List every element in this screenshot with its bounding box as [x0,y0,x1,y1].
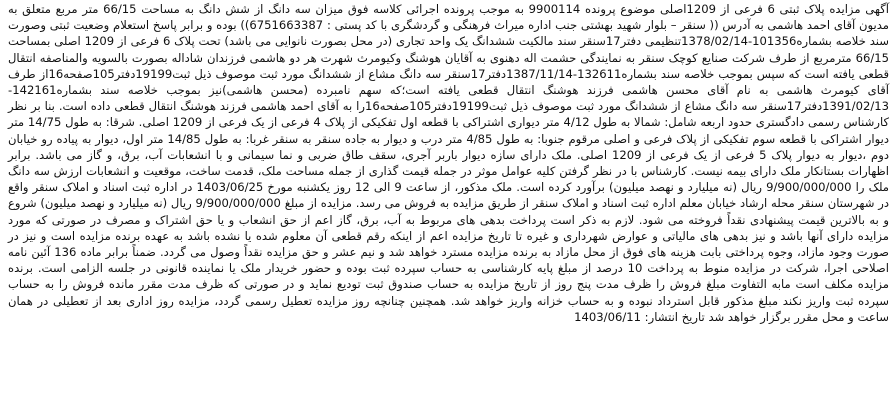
notice-body-text: آگهی مزایده پلاک ثبتی 6 فرعی از 1209اصلی موضوع پرونده 9900114 به موجب پرونده اجرائی کلاسه فوق میزان سه دانگ از شش دانگ به مساحت 66/15 متر مربع متعلق به مدیون آقای احمد هاشمی به آدرس (( سنقر – بلوار شهید بهشتی جنب اداره میراث فرهنگی و گردشگری با کد پستی : 6751663387)) بوده و برابر پاسخ استعلام وضعیت ثبتی وصورت سند خلاصه بشماره101356-1378/02/14تنظیمی دفتر17سنقر سند مالکیت ششدانگ یک واحد تجاری (در محل بصورت نانوایی می باشد) تحت پلاک 6 فرعی از 1209 اصلی بمساحت 66/15 مترمربع از طرف شرکت صنایع کوچک سنقر به نمایندگی حشمت اله دهنوی به آقایان هوشنگ وکیومرث شهرت هر دو هاشمی فرزندان شاداله بصورت بالسویه والمناصفه انتقال قطعی یافته است که سپس بموجب خلاصه سند بشماره132611-1387/11/14دفتر17سنقر سه دانگ مشاع از ششدانگ مورد ثبت موصوف ذیل ثبت19199دفتر105صفحه16از طرف آقای کیومرث هاشمی به نام آقای محسن هاشمی فرزند هوشنگ انتقال قطعی یافته است؛که سهم نامبرده (محسن هاشمی)نیز بموجب خلاصه سند بشماره142161-1391/02/13دفتر17سنقر سه دانگ مشاع از ششدانگ مورد ثبت موصوف ذیل ثبت19199دفتر105صفحه16را به آقای احمد هاشمی فرزند هوشنگ انتقال قطعی داده است. بنا بر نظر کارشناس رسمی دادگستری حدود اربعه شامل: شمالا به طول 4/12 متر دیواری اشتراکی با قطعه اول تفکیکی از پلاک 4 فرعی از یک فرعی از 1209 اصلی. شرقا: به طول 14/75 متر دیوار اشتراکی با قطعه سوم تفکیکی از پلاک فرعی و اصلی مرقوم جنوبا: به طول 4/85 متر درب و دیوار به جاده سنقر به سنقر غربا: به طول 14/85 متر اول، دیوار به پیاده رو خیابان دوم ،دیوار به دیوار پلاک 5 فرعی از یک فرعی از 1209 اصلی. ملک دارای سازه دیوار باربر آجری، سقف طاق ضربی و نما سیمانی و با انشعابات آب، برق، و گاز می باشد. برابر اظهارات بستانکار ملک دارای بیمه نیست. کارشناس با در نظر گرفتن کلیه عوامل موثر در جمله قیمت گذاری از جمله مساحت ملک، قدمت ساخت، موقعیت و انشعابات ارزش سه دانگ ملک را 9/900/000/000 ریال (نه میلیارد و نهصد میلیون) برآورد کرده است. ملک مذکور، از ساعت 9 الی 12 روز یکشنبه مورخ 1403/06/25 در اداره ثبت اسناد و املاک سنقر واقع در شهرستان سنقر محله ارشاد خیابان معلم اداره ثبت اسناد و املاک سنقر از طریق مزایده به فروش می رسد. مزایده از مبلغ 9/900/000/000 ریال (نه میلیارد و نهصد میلیون) شروع و به بالاترین قیمت پیشنهادی نقداً فروخته می شود. لازم به ذکر است پرداخت بدهی های مربوط به آب، برق، گاز اعم از حق انشعاب و یا حق اشتراک و مصرف در صورتی که مورد مزایده دارای آنها باشد و نیز بدهی های مالیاتی و عوارض شهرداری و غیره تا تاریخ مزایده اعم از اینکه رقم قطعی آن معلوم شده یا نشده باشد به عهده برنده مزایده است و نیز در صورت وجود مازاد، وجوه پرداختی بابت هزینه های فوق از محل مازاد به برنده مزایده مسترد خواهد شد و نیم عشر و حق مزایده نقداً وصول می گردد. ضمناً برابر ماده 136 آئین نامه اصلاحی اجرا، شرکت در مزایده منوط به پرداخت 10 درصد از مبلغ پایه کارشناسی به حساب سپرده ثبت بوده و حضور خریدار ملک یا نماینده قانونی در جلسه الزامی است. برنده مزایده مکلف است مابه التفاوت مبلغ فروش را ظرف مدت پنج روز از تاریخ مزایده به حساب صندوق ثبت تودیع نماید و در صورتی که ظرف مدت مقرر مانده فروش را به حساب سپرده ثبت واریز نکند مبلغ مذکور قابل استرداد نبوده و به حساب خزانه واریز خواهد شد. همچنین چنانچه روز مزایده تعطیل رسمی گردد، مزایده روز اداری بعد از تعطیلی در همان ساعت و محل مقرر برگزار خواهد شد تاریخ انتشار: 1403/06/11 [8,2,890,324]
